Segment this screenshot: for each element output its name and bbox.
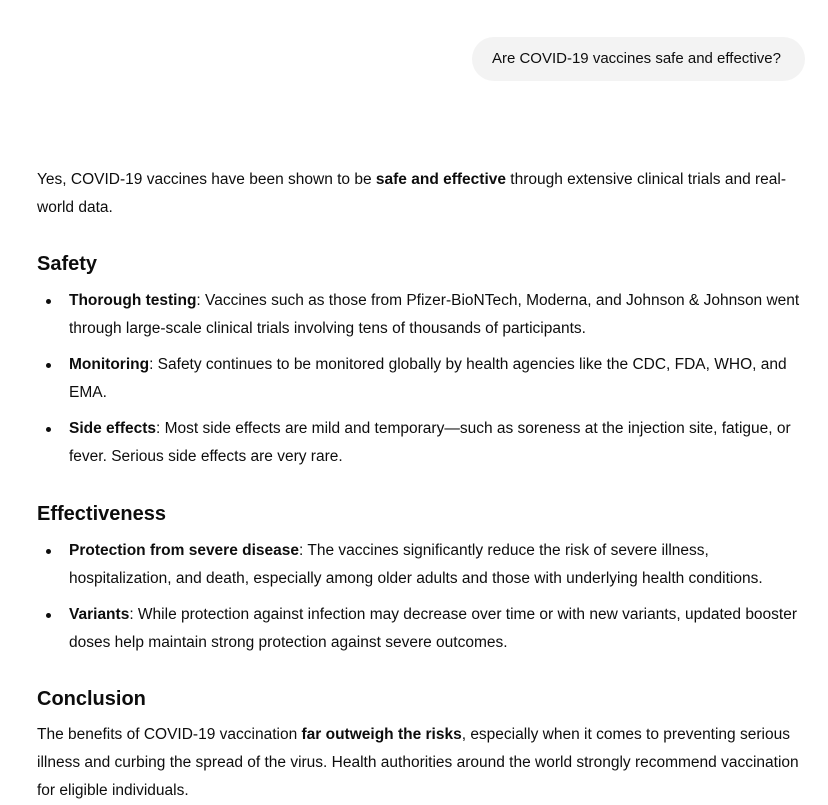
intro-emphasis: safe and effective [375, 171, 506, 188]
list-item: Variants: While protection against infection may decrease over time or with new variants, updated booster doses help maintain strong protection against severe outcomes. [37, 601, 809, 657]
bullet-icon [46, 299, 51, 304]
bullet-icon [46, 363, 51, 368]
safety-list [37, 287, 809, 471]
assistant-response [37, 166, 809, 805]
section-heading-safety: Safety [37, 253, 98, 275]
user-message-text: Are COVID-19 vaccines safe and effective? [491, 50, 781, 67]
list-item: Monitoring: Safety continues to be monitored globally by health agencies like the CDC, FDA, WHO, and EMA. [37, 351, 809, 407]
list-item: Thorough testing: Vaccines such as those from Pfizer-BioNTech, Moderna, and Johnson & Johnson went through large-scale clinical trials involving tens of thousands of participants. [37, 287, 809, 343]
list-item: Side effects: Most side effects are mild and temporary—such as soreness at the injection site, fatigue, or fever. Serious side effects are very rare. [37, 415, 809, 471]
bullet-icon [46, 613, 51, 618]
bullet-icon [46, 549, 51, 554]
user-message-bubble [472, 37, 805, 81]
effectiveness-list [37, 537, 809, 657]
intro-paragraph: Yes, COVID-19 vaccines have been shown to be safe and effective through extensive clinical trials and real-world data. [37, 171, 786, 216]
list-item: Protection from severe disease: The vaccines significantly reduce the risk of severe illness, hospitalization, and death, especially among older adults and those with underlying health conditions. [37, 537, 809, 593]
conclusion-emphasis: far outweigh the risks [301, 726, 462, 743]
bullet-icon [46, 427, 51, 432]
section-heading-conclusion: Conclusion [37, 688, 146, 710]
conclusion-paragraph: The benefits of COVID-19 vaccination far outweigh the risks, especially when it comes to preventing serious illness and curbing the spread of the virus. Health authorities around the world strongly recommend vaccination for eligible individuals. [37, 726, 799, 799]
section-heading-effectiveness: Effectiveness [37, 503, 166, 525]
